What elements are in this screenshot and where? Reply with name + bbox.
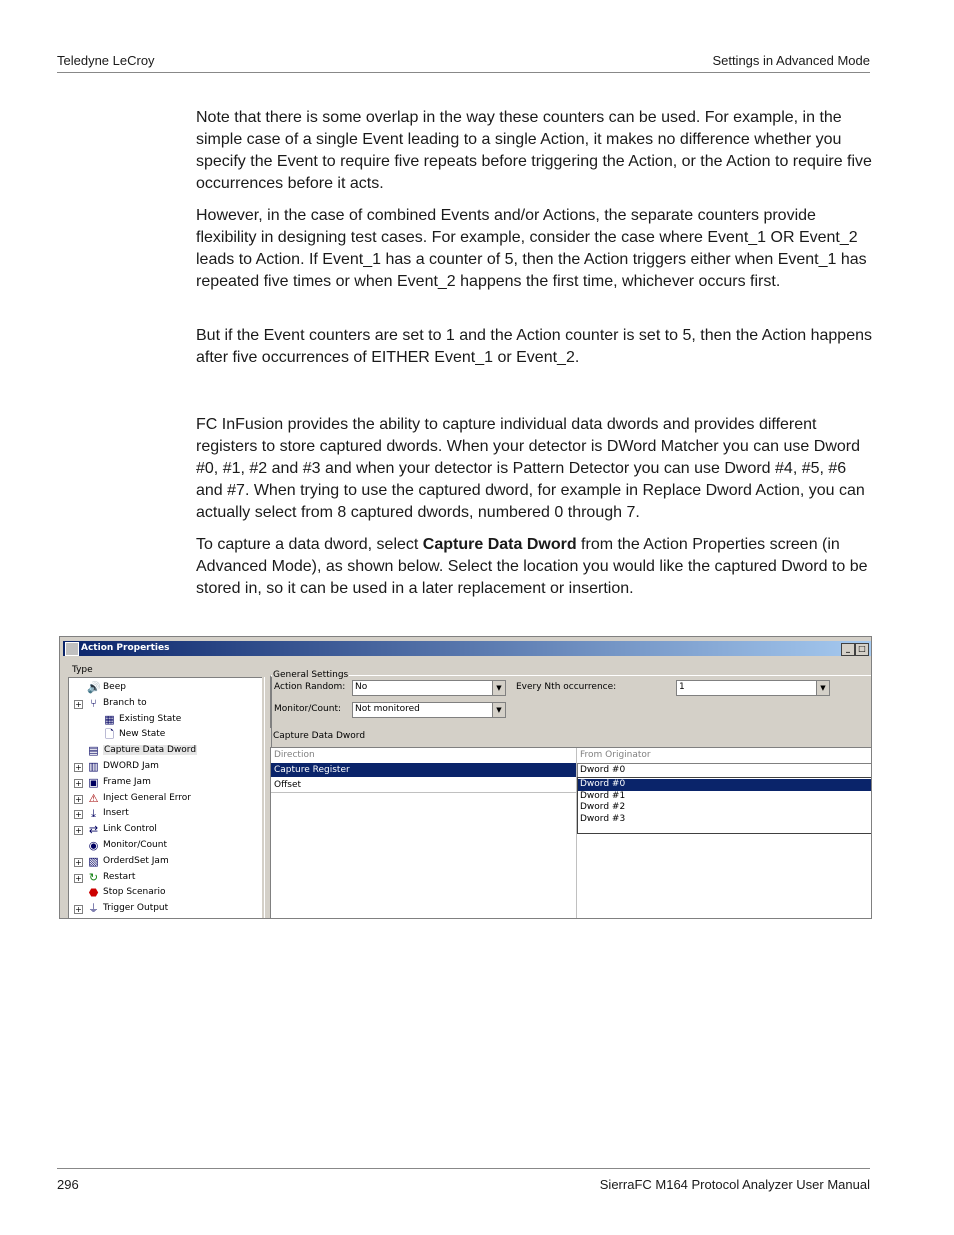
capture-register-row[interactable]: Capture Register xyxy=(271,763,576,777)
tree-item-label: Link Control xyxy=(103,824,157,835)
capture-data-dword-grid xyxy=(270,747,872,919)
frame-jam-icon: ▣ xyxy=(88,775,99,789)
expand-toggle-icon[interactable]: + xyxy=(75,873,82,883)
expand-toggle-icon[interactable]: + xyxy=(75,905,82,915)
direction-column xyxy=(271,748,577,919)
tree-item-label: Beep xyxy=(103,682,126,692)
orderedset-icon: ▧ xyxy=(88,854,99,868)
window-icon xyxy=(65,642,79,656)
action-type-tree[interactable] xyxy=(68,677,262,919)
from-originator-column xyxy=(577,748,872,919)
window-titlebar xyxy=(63,641,871,656)
header-right: Settings in Advanced Mode xyxy=(712,53,870,68)
window-title: Action Properties xyxy=(81,643,170,653)
tree-item-label: DWORD Jam xyxy=(103,761,159,771)
paragraph-capture-instructions: To capture a data dword, select Capture Data Dword from the Action Properties screen (in Advanced Mode), as shown below. Select the location you would like the captured Dword to be stored in, so it can be used in a later replacement or insertion. xyxy=(196,536,868,597)
speaker-icon: 🔊 xyxy=(87,681,101,694)
capture-icon: ▤ xyxy=(88,744,99,758)
chevron-down-icon: ▼ xyxy=(816,681,829,695)
tree-item-label: Restart xyxy=(103,871,136,882)
tree-item-label: Monitor/Count xyxy=(103,840,167,850)
dword-option[interactable]: Dword #2 xyxy=(580,802,626,812)
expand-toggle-icon[interactable]: + xyxy=(75,778,82,788)
branch-icon: ⑂ xyxy=(90,696,97,710)
action-random-select[interactable]: No ▼ xyxy=(352,680,506,696)
action-random-label: Action Random: xyxy=(274,682,346,692)
footer-divider xyxy=(57,1168,870,1169)
general-settings-title: General Settings xyxy=(273,670,349,680)
error-icon: ⚠ xyxy=(88,791,99,805)
expand-toggle-icon[interactable]: + xyxy=(75,857,82,867)
manual-title: SierraFC M164 Protocol Analyzer User Manual xyxy=(599,1177,870,1192)
expand-toggle-icon[interactable]: + xyxy=(75,810,82,820)
tree-item-label: OrderdSet Jam xyxy=(103,855,169,866)
tree-item-label: Inject General Error xyxy=(103,792,192,803)
maximize-button[interactable]: □ xyxy=(855,643,869,656)
dword-option[interactable]: Dword #1 xyxy=(580,790,626,801)
monitor-count-label: Monitor/Count: xyxy=(274,704,342,714)
capture-register-dropdown[interactable]: Dword #0 xyxy=(577,763,872,779)
chevron-down-icon: ▼ xyxy=(492,681,505,695)
expand-toggle-icon[interactable]: + xyxy=(75,826,82,836)
minimize-button[interactable]: _ xyxy=(841,643,855,656)
paragraph-fc-infusion: FC InFusion provides the ability to capture individual data dwords and provides different registers to store captured dwords. When your detector is DWord Matcher you can use Dword #0, #1, #2 and #3 and when your detector is Pattern Detector you can use Dword #4, #5, #6 and #7. When trying to use the captured dword, for example in Replace Dword Action, you can actually select from 8 captured dwords, numbered 0 through 7. xyxy=(196,416,865,521)
tree-item-label: New State xyxy=(119,729,166,740)
tree-item-label: Existing State xyxy=(119,713,182,724)
expand-toggle-icon[interactable]: + xyxy=(75,794,82,804)
tree-item-label: Stop Scenario xyxy=(103,887,166,898)
dword-option[interactable]: Dword #0 xyxy=(578,779,872,791)
type-label: Type xyxy=(72,665,93,675)
expand-toggle-icon[interactable]: + xyxy=(75,699,82,709)
tree-item-label: Trigger Output xyxy=(103,903,169,914)
trigger-icon: ⏚ xyxy=(88,902,99,916)
tree-item-label: Frame Jam xyxy=(103,776,151,787)
chevron-down-icon: ▼ xyxy=(492,703,505,717)
capture-data-dword-title: Capture Data Dword xyxy=(273,731,366,741)
paragraph-counter-overlap: Note that there is some overlap in the way these counters can be used. For example, in the simple case of a single Event leading to a single Action, it makes no difference whether you specify the Event to require five repeats before triggering the Action, or the Action to require five occurrences before it acts. xyxy=(196,109,872,192)
tree-item-label: Capture Data Dword xyxy=(104,745,197,756)
tree-item-label: Insert xyxy=(103,808,129,819)
every-nth-select[interactable]: 1 ▼ xyxy=(676,680,830,696)
offset-row[interactable]: Offset xyxy=(271,778,576,793)
dword-option[interactable]: Dword #3 xyxy=(580,813,626,824)
direction-header: Direction xyxy=(274,750,315,760)
restart-icon: ↻ xyxy=(88,870,99,884)
every-nth-label: Every Nth occurrence: xyxy=(516,682,617,692)
stop-sign-icon: ⬣ xyxy=(88,886,99,900)
insert-arrow-icon: ⤓ xyxy=(91,807,96,821)
dword-options-list[interactable] xyxy=(577,777,872,834)
page-number: 296 xyxy=(57,1177,79,1192)
paragraph-combined-events: However, in the case of combined Events and/or Actions, the separate counters provide flexibility in designing test cases. For example, consider the case where Event_1 OR Event_2 leads to Action. If Event_1 has a counter of 5, then the Action triggers either when Event_1 has repeated five times or when Event_2 happens the first time, whichever occurs first. xyxy=(196,207,867,290)
capture-data-dword-emphasis: Capture Data Dword xyxy=(422,536,577,553)
header-left: Teledyne LeCroy xyxy=(57,53,155,68)
from-originator-header: From Originator xyxy=(580,750,651,760)
tree-item-label: Branch to xyxy=(103,697,147,708)
header-divider xyxy=(57,72,870,73)
state-icon: ▦ xyxy=(104,712,115,726)
new-page-icon: 🗋 xyxy=(105,728,114,742)
eye-icon: ◉ xyxy=(88,839,99,852)
dword-jam-icon: ▥ xyxy=(88,760,99,773)
expand-toggle-icon[interactable]: + xyxy=(75,763,82,772)
monitor-count-select[interactable]: Not monitored ▼ xyxy=(352,702,506,718)
action-properties-window xyxy=(59,636,872,919)
paragraph-event-counters: But if the Event counters are set to 1 and the Action counter is set to 5, then the Action happens after five occurrences of EITHER Event_1 or Event_2. xyxy=(196,327,872,366)
link-control-icon: ⇄ xyxy=(88,823,99,837)
